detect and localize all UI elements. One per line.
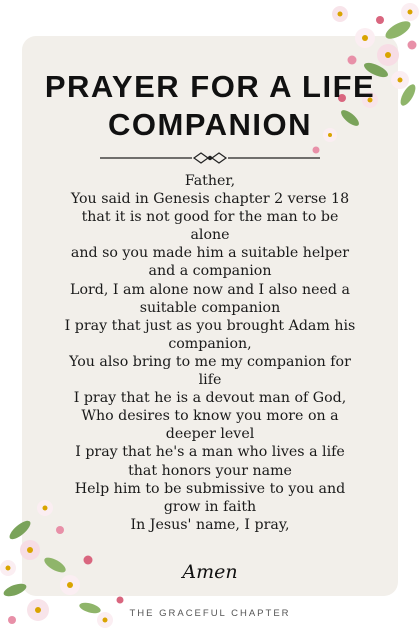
prayer-line: Help him to be submissive to you and: [74, 480, 346, 497]
prayer-line: Father,: [184, 173, 236, 189]
prayer-line: You also bring to me my companion for: [69, 353, 351, 370]
prayer-line: alone: [190, 227, 230, 244]
prayer-line: and so you made him a suitable helper: [70, 245, 350, 262]
ornamental-divider: [100, 150, 320, 166]
prayer-line: deeper level: [165, 426, 255, 443]
prayer-line: I pray that just as you brought Adam his: [64, 317, 356, 334]
prayer-line: and a companion: [148, 263, 272, 280]
prayer-line: In Jesus' name, I pray,: [130, 516, 290, 533]
prayer-line: companion,: [168, 335, 252, 352]
prayer-line: that honors your name: [128, 462, 292, 479]
amen-signature: [170, 550, 250, 590]
prayer-line: I pray that he's a man who lives a life: [75, 444, 345, 461]
prayer-line: You said in Genesis chapter 2 verse 18: [70, 191, 350, 208]
prayer-line: I pray that he is a devout man of God,: [73, 390, 347, 407]
footer-brand: THE GRACEFUL CHAPTER: [129, 608, 291, 619]
prayer-line: life: [198, 372, 222, 389]
prayer-line: suitable companion: [139, 299, 281, 316]
prayer-line: grow in faith: [163, 498, 257, 515]
page-title: PRAYER FOR A LIFE COMPANION: [44, 69, 376, 142]
prayer-text: [50, 172, 370, 534]
signature-text: Amen: [182, 561, 238, 583]
prayer-line: Who desires to know you more on a: [81, 408, 339, 425]
prayer-line: that it is not good for the man to be: [81, 209, 339, 226]
prayer-line: Lord, I am alone now and I also need a: [70, 281, 350, 298]
